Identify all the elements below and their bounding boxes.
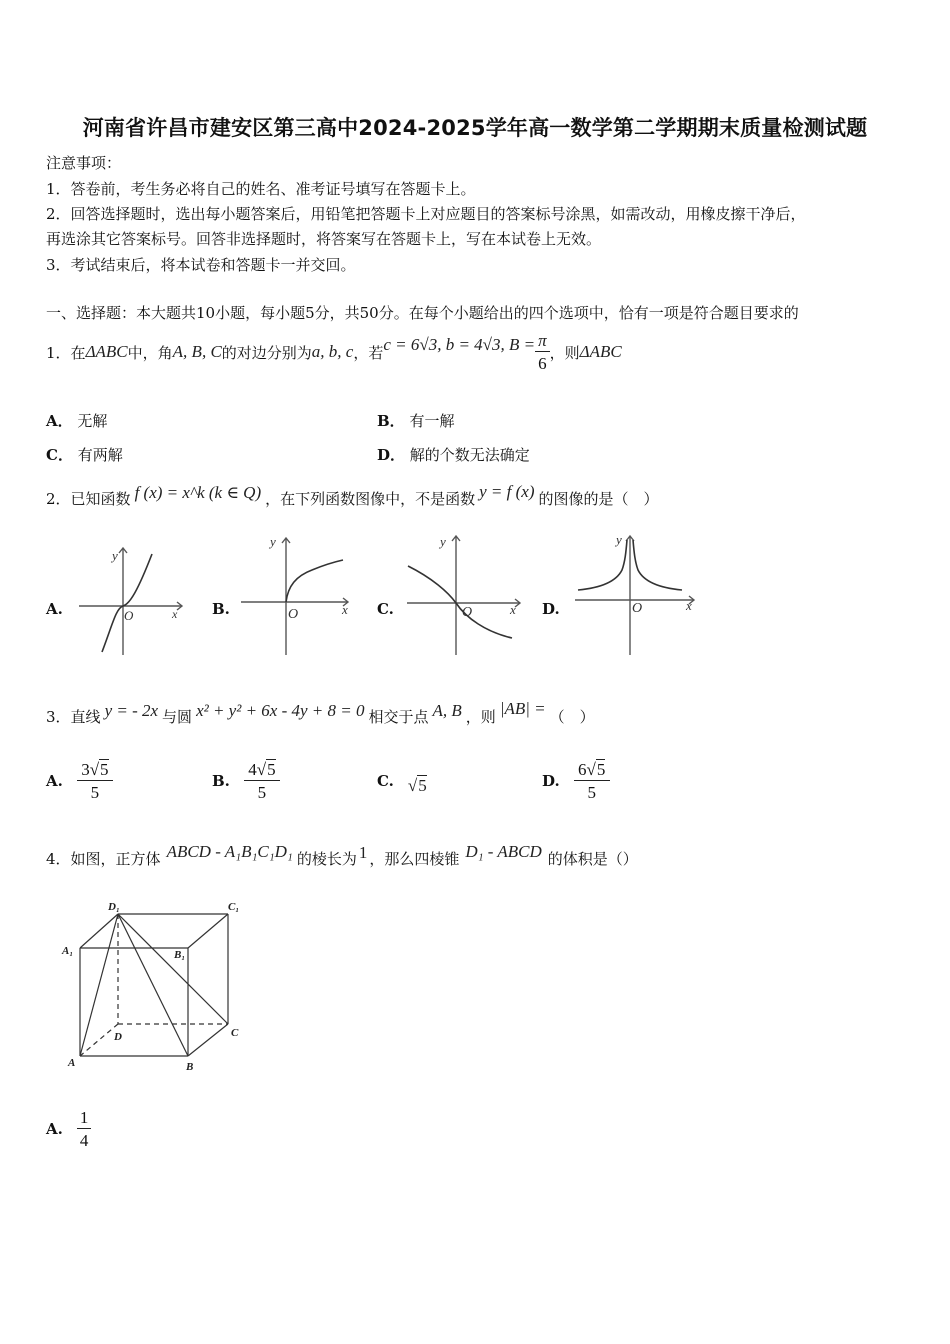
edge-c1b1	[188, 914, 228, 948]
label-d: D	[114, 1031, 122, 1043]
edge-cb	[188, 1024, 228, 1056]
curve-right	[633, 540, 682, 590]
q3-option-d-letter: D.	[542, 772, 560, 790]
q1-option-d[interactable]	[377, 444, 530, 465]
q1-option-a-text: 无解	[77, 412, 108, 430]
q1-sides: a, b, c	[311, 342, 354, 361]
label-b1: B₁	[174, 949, 186, 961]
q3-option-a-fraction: $\frac{3√5}{5}$	[77, 760, 113, 802]
label-c1: C₁	[228, 901, 240, 913]
q1-option-a-letter: A．	[46, 412, 73, 430]
q3-option-b-coef: 4	[248, 760, 257, 779]
q3-line: y = - 2x	[104, 701, 159, 720]
q2-text-3: 的图像的是（ ）	[538, 489, 659, 508]
q2-text-2: ，在下列函数图像中，不是函数	[265, 489, 476, 508]
q3-option-a-letter: A.	[46, 772, 63, 790]
y-label: y	[616, 532, 622, 547]
question-1	[46, 332, 622, 372]
q1-angle-fraction	[535, 331, 550, 373]
q1-text-5: ，则	[549, 343, 580, 362]
q3-text-5: （ ）	[549, 707, 595, 726]
origin-label: O	[462, 605, 473, 620]
q3-option-b[interactable]	[212, 756, 280, 806]
q3-option-c-radicand: 5	[418, 776, 427, 795]
x-label: x	[342, 602, 348, 617]
q2-graph-d[interactable]	[570, 530, 700, 658]
q2-option-d-letter[interactable]: D.	[542, 600, 560, 618]
curve	[102, 554, 152, 652]
q2-graph-a[interactable]	[74, 540, 194, 660]
q1-text-4: ，若	[353, 343, 384, 362]
q2-text-1: 已知函数	[70, 489, 131, 508]
q3-text-3: 相交于点	[368, 707, 429, 726]
label-c: C	[231, 1027, 239, 1039]
q3-option-a-radicand: 5	[100, 760, 109, 779]
q2-number: 2．	[46, 489, 71, 508]
edge-d1c	[118, 914, 228, 1024]
q3-option-d-coef: 6	[578, 760, 587, 779]
notice-item-3: 3．考试结束后，将本试卷和答题卡一并交回。	[46, 256, 356, 274]
q1-triangle-2: ΔABC	[579, 342, 622, 361]
q3-circle: x² + y² + 6x - 4y + 8 = 0	[196, 701, 365, 720]
question-2	[46, 478, 659, 518]
page-title: 河南省许昌市建安区第三高中2024-2025学年高一数学第二学期期末质量检测试题	[82, 116, 868, 140]
label-a: A	[68, 1057, 76, 1069]
q2-function: f (x) = x^k (k ∈ Q)	[134, 483, 262, 502]
q4-number: 4．	[46, 849, 71, 868]
q4-option-a[interactable]	[46, 1104, 91, 1154]
q1-option-d-letter: D．	[377, 446, 406, 464]
q1-number: 1．	[46, 343, 71, 362]
y-label: y	[440, 534, 446, 549]
q2-y-function: y = f (x)	[479, 482, 535, 501]
label-b: B	[186, 1061, 194, 1073]
y-label: y	[112, 548, 118, 563]
q1-option-c-letter: C．	[46, 446, 73, 464]
q4-option-a-fraction	[77, 1108, 92, 1150]
q3-points: A, B	[432, 701, 462, 720]
q4-cube: ABCD - A₁B₁C₁D₁	[166, 842, 293, 861]
q1-option-a[interactable]	[46, 410, 107, 431]
q3-text-2: 与圆	[162, 707, 193, 726]
origin-label: O	[632, 601, 643, 616]
q4-option-a-num: 1	[77, 1108, 92, 1129]
q3-option-c[interactable]: C. √5	[377, 772, 427, 795]
q3-option-b-den: 5	[244, 780, 280, 802]
q1-text-2: 中，角	[127, 343, 173, 362]
q3-option-a[interactable]	[46, 756, 113, 806]
curve	[286, 560, 343, 602]
q3-option-b-letter: B.	[212, 772, 230, 790]
q4-option-a-den: 4	[79, 1131, 89, 1150]
q1-option-b[interactable]	[377, 410, 454, 431]
notice-item-1: 1．答卷前，考生务必将自己的姓名、准考证号填写在答题卡上。	[46, 180, 476, 198]
notice-item-2-cont: 再选涂其它答案标号。回答非选择题时，将答案写在答题卡上，写在本试卷上无效。	[46, 230, 602, 248]
q1-frac-den: 6	[538, 354, 547, 373]
q2-option-a-letter[interactable]: A.	[46, 600, 63, 618]
q2-option-b-letter[interactable]: B.	[212, 600, 230, 618]
curve	[408, 566, 512, 638]
q2-option-c-letter[interactable]: C.	[377, 600, 394, 618]
label-d1: D₁	[108, 901, 120, 913]
edge-d1b	[118, 914, 188, 1056]
q1-text-1: 在	[70, 343, 86, 362]
q1-option-c[interactable]	[46, 444, 123, 465]
q4-edge-length: 1	[358, 843, 368, 862]
q3-option-d-fraction: $\frac{6√5}{5}$	[574, 760, 610, 802]
notice-heading: 注意事项：	[46, 154, 122, 172]
question-4	[46, 838, 638, 878]
x-label: x	[510, 602, 516, 617]
q1-condition: c = 6√3, b = 4√3, B =	[383, 335, 536, 354]
origin-label: O	[124, 608, 134, 623]
q3-option-a-den: 5	[77, 780, 113, 802]
q3-option-d-den: 5	[574, 780, 610, 802]
section-heading: 一、选择题：本大题共10小题，每小题5分，共50分。在每个小题给出的四个选项中，恰有一项是符合题目要求的	[46, 304, 799, 322]
q1-text-3: 的对边分别为	[221, 343, 312, 362]
q3-ab-length: |AB| =	[499, 699, 546, 718]
q1-option-d-text: 解的个数无法确定	[409, 446, 530, 464]
q2-graph-b[interactable]	[236, 530, 361, 658]
q3-number: 3．	[46, 707, 71, 726]
q3-option-d[interactable]	[542, 756, 610, 806]
q4-text-4: 的体积是（）	[547, 849, 638, 868]
q1-option-c-text: 有两解	[77, 446, 123, 464]
q4-pyramid: D₁ - ABCD	[465, 842, 542, 861]
q3-option-b-radicand: 5	[267, 760, 276, 779]
notice-item-2: 2．回答选择题时，选出每小题答案后，用铅笔把答题卡上对应题目的答案标号涂黑，如需改动，用橡皮擦干净后，	[46, 205, 806, 223]
origin-label: O	[288, 607, 299, 622]
q4-option-a-letter: A.	[46, 1120, 63, 1138]
q3-option-a-coef: 3	[81, 760, 90, 779]
q1-option-b-letter: B．	[377, 412, 405, 430]
q4-text-3: ，那么四棱锥	[369, 849, 460, 868]
q3-text-4: ，则	[465, 707, 496, 726]
q2-graph-c[interactable]	[402, 530, 527, 658]
edge-d1a	[80, 914, 118, 1056]
q1-option-b-text: 有一解	[409, 412, 455, 430]
label-a1: A₁	[62, 945, 74, 957]
edge-a1d1	[80, 914, 118, 948]
q1-angles: A, B, C	[172, 342, 222, 361]
y-label: y	[270, 534, 276, 549]
q3-option-b-fraction: $\frac{4√5}{5}$	[244, 760, 280, 802]
x-label: x	[686, 598, 692, 613]
q4-cube-figure	[56, 896, 256, 1076]
q3-text-1: 直线	[70, 707, 101, 726]
question-3	[46, 696, 595, 736]
q3-option-d-radicand: 5	[596, 760, 606, 779]
edge-da-hidden	[80, 1024, 118, 1056]
q1-frac-num: π	[535, 331, 550, 352]
x-label: x	[172, 607, 178, 621]
q1-triangle: ΔABC	[85, 342, 128, 361]
q4-text-2: 的棱长为	[296, 849, 357, 868]
q4-text-1: 如图，正方体	[70, 849, 161, 868]
curve-left	[578, 540, 627, 590]
q3-option-c-letter: C.	[377, 772, 394, 790]
